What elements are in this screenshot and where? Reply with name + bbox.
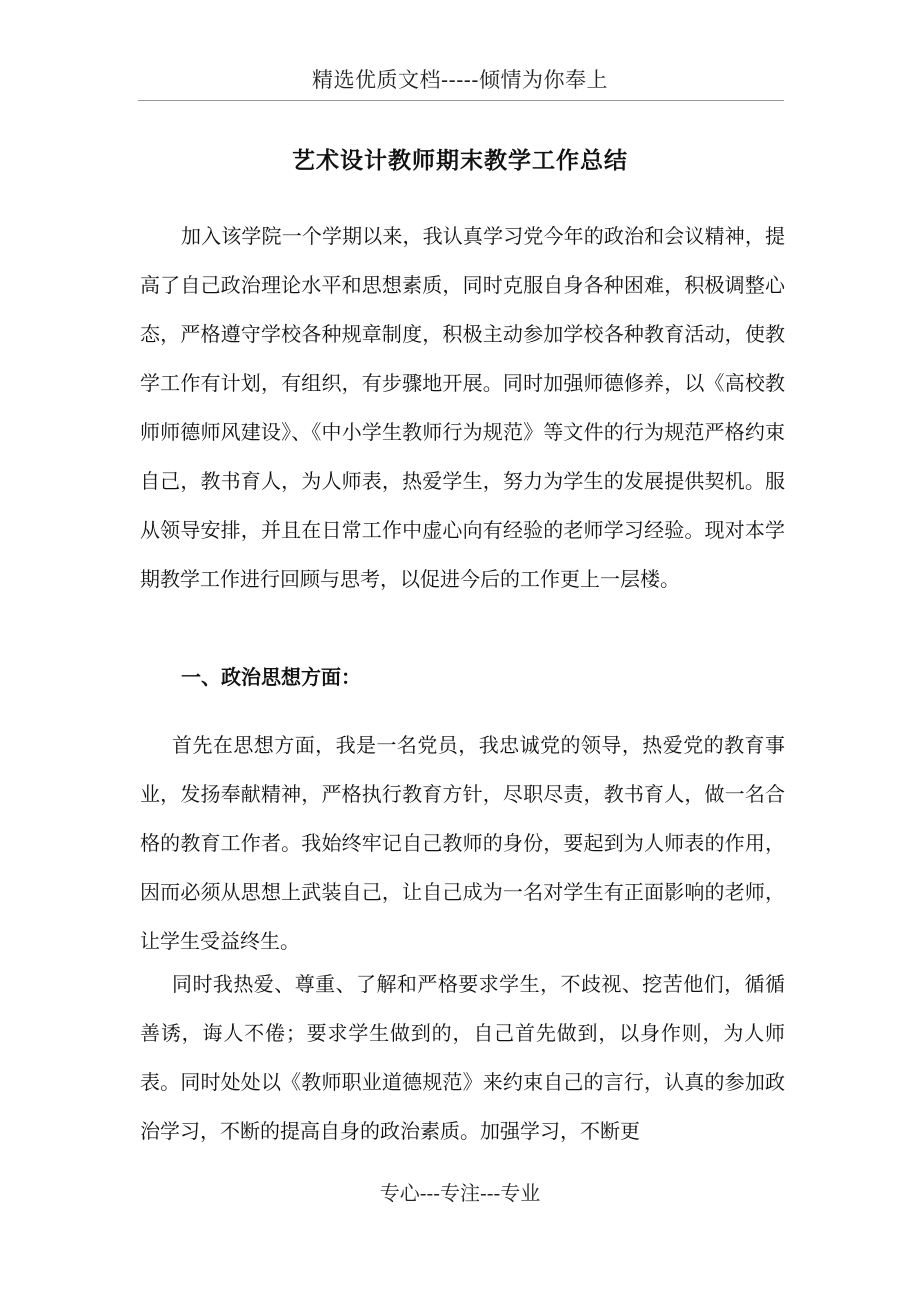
paragraph-intro: 加入该学院一个学期以来，我认真学习党今年的政治和会议精神，提高了自己政治理论水平和思想素质，同时克服自身各种困难，积极调整心态，严格遵守学校各种规章制度，积极主动参加学校各种教育活动，使教学工作有计划，有组织，有步骤地开展。同时加强师德修养，以《高校教师师德师风建设》、《中小学生教师行为规范》等文件的行为规范严格约束自己，教书育人，为人师表，热爱学生，努力为学生的发展提供契机。服从领导安排，并且在日常工作中虚心向有经验的老师学习经验。现对本学期教学工作进行回顾与思考，以促进今后的工作更上一层楼。	[140, 224, 785, 591]
paragraph-thought: 首先在思想方面，我是一名党员，我忠诚党的领导，热爱党的教育事业，发扬奉献精神，严格执行教育方针，尽职尽责，教书育人，做一名合格的教育工作者。我始终牢记自己教师的身份，要起到为人师表的作用，因而必须从思想上武装自己，让自己成为一名对学生有正面影响的老师，让学生受益终生。	[140, 733, 785, 953]
page-header: 精选优质文档-----倾情为你奉上	[312, 68, 608, 92]
page-footer: 专心---专注---专业	[379, 1181, 541, 1205]
paragraph-students: 同时我热爱、尊重、了解和严格要求学生，不歧视、挖苦他们，循循善诱，诲人不倦；要求学生做到的，自己首先做到，以身作则，为人师表。同时处处以《教师职业道德规范》来约束自己的言行，认真的参加政治学习，不断的提高自身的政治素质。加强学习，不断更	[140, 972, 785, 1143]
section-heading-political-thought: 一、政治思想方面：	[181, 665, 361, 689]
document-title: 艺术设计教师期末教学工作总结	[292, 147, 628, 174]
header-divider	[138, 100, 784, 101]
